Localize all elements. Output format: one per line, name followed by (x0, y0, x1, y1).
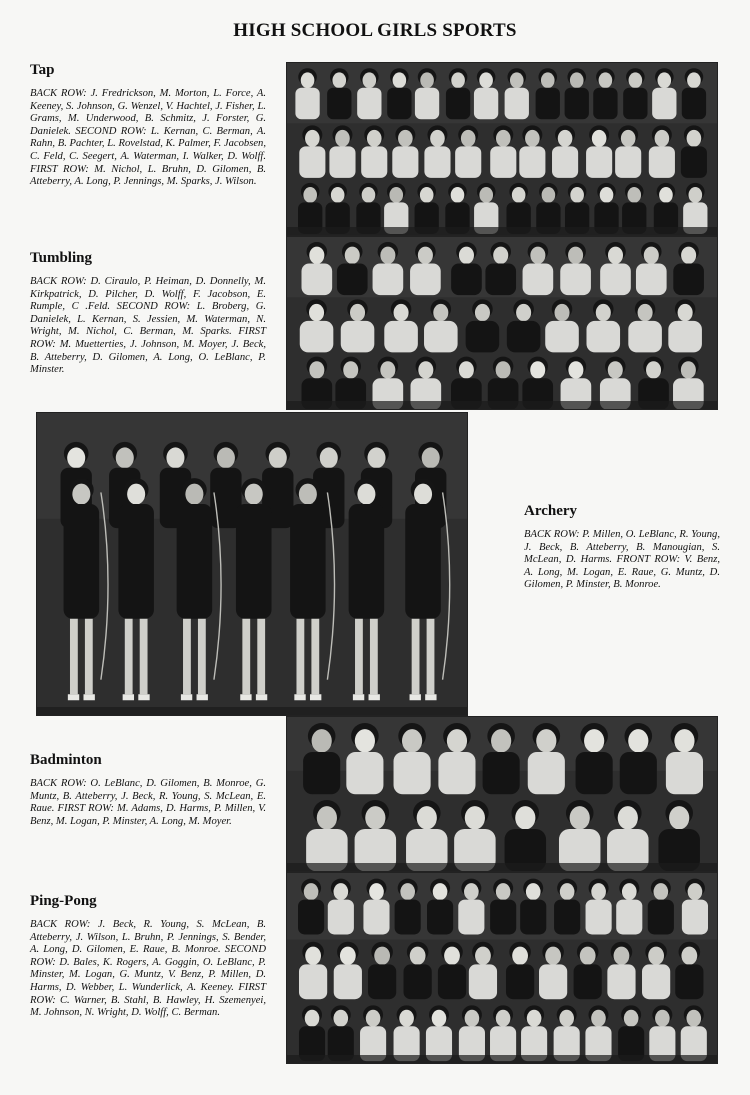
team-member-figure (299, 942, 327, 999)
team-member-figure (552, 125, 578, 177)
team-member-figure (586, 879, 612, 935)
team-member-figure (474, 68, 498, 119)
team-member-figure (415, 68, 439, 119)
team-member-figure (519, 125, 545, 177)
team-member-figure (298, 879, 324, 935)
team-member-figure (299, 1005, 325, 1061)
team-member-figure (361, 125, 387, 177)
team-member-figure (384, 183, 408, 234)
pingpong-section (30, 893, 266, 1020)
team-member-figure (620, 723, 657, 794)
badminton-caption: BACK ROW: O. LeBlanc, D. Gilomen, B. Monroe, G. Muntz, B. Atteberry, J. Beck, R. Young, S. McLean, E. Raue. FIRST ROW: M. Adams, D. Harms, P. Millen, V. Benz, M. Logan, P. Minster, A. Long, M. Moyer. (30, 778, 266, 827)
team-member-figure (505, 68, 529, 119)
team-member-figure (554, 879, 580, 935)
team-member-figure (536, 183, 560, 234)
team-member-figure (394, 723, 431, 794)
team-member-figure (387, 68, 411, 119)
team-member-figure (415, 183, 439, 234)
badminton-section (30, 752, 266, 828)
team-member-figure (474, 183, 498, 234)
tumbling-team-photo (286, 236, 718, 410)
team-member-figure (622, 183, 646, 234)
team-member-figure (616, 879, 642, 935)
pingpong-title: Ping-Pong (30, 893, 97, 909)
team-member-figure (459, 1005, 485, 1061)
team-member-figure (683, 183, 707, 234)
team-member-figure (445, 183, 469, 234)
team-member-figure (329, 125, 355, 177)
team-member-figure (574, 942, 602, 999)
team-member-figure (576, 723, 613, 794)
team-member-figure (623, 68, 647, 119)
team-member-figure (682, 879, 708, 935)
team-member-figure (394, 1005, 420, 1061)
team-member-figure (455, 125, 481, 177)
team-member-figure (483, 723, 520, 794)
team-member-figure (295, 68, 319, 119)
team-member-figure (424, 125, 450, 177)
team-member-figure (593, 68, 617, 119)
archery-caption: BACK ROW: P. Millen, O. LeBlanc, R. Young, J. Beck, B. Atteberry, B. Manougian, S. McLean, D. Harms. FRONT ROW: V. Benz, A. Long, M. Logan, E. Raue, G. Muntz, D. Gilomen, P. Minster, B. Monroe. (524, 529, 720, 591)
team-member-figure (426, 1005, 452, 1061)
team-member-figure (528, 723, 565, 794)
archery-section (524, 503, 720, 592)
tap-team-photo (286, 62, 718, 236)
team-member-figure (346, 723, 383, 794)
team-member-figure (328, 1005, 354, 1061)
team-member-figure (506, 183, 530, 234)
pingpong-caption: BACK ROW: J. Beck, R. Young, S. McLean, B. Atteberry, J. Wilson, L. Bruhn, P. Jennings, S. Bender, A. Long, D. Gilomen, E. Raue, B. Monroe. SECOND ROW: D. Bales, K. Rogers, A. Goggin, O. LeBlanc, P. Minster, M. Logan, G. Muntz, V. Benz, P. Millen, D. Harms, D. Webber, L. Wunderlick, A. Keeney. FIRST ROW: C. Warner, B. Stahl, B. Hawley, H. Szemenyei, M. Johnson, N. Wright, D. Wolff, C. Berman. (30, 919, 266, 1019)
team-member-figure (356, 183, 380, 234)
tumbling-caption: BACK ROW: D. Ciraulo, P. Heiman, D. Donnelly, M. Kirkpatrick, D. Pilcher, D. Wolff, F. Jacobson, E. Rumple, C .Feld. SECOND ROW: L. Broberg, G. Danielek, L. Kernan, S. Jessien, M. Waterman, N. Wright, M. Nichol, C. Berman, M. Sparks. FIRST ROW: M. Muetterties, J. Johnson, M. Moyer, J. Beck, B. Atteberry, D. Gilomen, A. Long, O. LeBlanc, P. Minster. (30, 276, 266, 376)
team-member-figure (357, 68, 381, 119)
team-member-figure (490, 125, 516, 177)
team-member-figure (681, 125, 707, 177)
team-member-figure (368, 942, 396, 999)
team-member-figure (360, 1005, 386, 1061)
team-member-figure (427, 879, 453, 935)
pingpong-team-photo (286, 872, 718, 1064)
team-member-figure (586, 125, 612, 177)
team-member-figure (652, 68, 676, 119)
team-member-figure (438, 723, 475, 794)
team-member-figure (303, 723, 340, 794)
team-member-figure (565, 68, 589, 119)
team-member-figure (618, 1005, 644, 1061)
team-member-figure (328, 879, 354, 935)
team-member-figure (334, 942, 362, 999)
team-member-figure (506, 942, 534, 999)
team-member-figure (298, 183, 322, 234)
team-member-figure (520, 879, 546, 935)
team-member-figure (490, 1005, 516, 1061)
team-member-figure (649, 1005, 675, 1061)
tap-section (30, 62, 266, 189)
team-member-figure (642, 942, 670, 999)
team-member-figure (327, 68, 351, 119)
archery-title: Archery (524, 503, 578, 519)
team-member-figure (675, 942, 703, 999)
team-member-figure (682, 68, 706, 119)
team-member-figure (615, 125, 641, 177)
team-member-figure (438, 942, 466, 999)
team-member-figure (458, 879, 484, 935)
tap-title: Tap (30, 62, 55, 78)
team-member-figure (490, 879, 516, 935)
team-member-figure (681, 1005, 707, 1061)
team-member-figure (469, 942, 497, 999)
page-title: HIGH SCHOOL GIRLS SPORTS (233, 20, 517, 41)
team-member-figure (539, 942, 567, 999)
team-member-figure (363, 879, 389, 935)
tumbling-title: Tumbling (30, 250, 92, 266)
team-member-figure (299, 125, 325, 177)
team-member-figure (565, 183, 589, 234)
team-member-figure (326, 183, 350, 234)
team-member-figure (585, 1005, 611, 1061)
team-member-figure (654, 183, 678, 234)
tap-caption: BACK ROW: J. Fredrickson, M. Morton, L. Force, A. Keeney, S. Johnson, G. Wenzel, V. Hachtel, J. Fisher, L. Grams, M. Underwood, B. Schmitz, J. Forster, G. Danielek. SECOND ROW: L. Kernan, C. Berman, A. Rahn, B. Pachter, L. Rovelstad, K. Palmer, F. Jacobsen, C. Feld, C. Seegert, A. Waterman, I. Walker, D. Wolff. FIRST ROW: M. Nichol, L. Bruhn, D. Gilomen, B. Atteberry, A. Long, P. Jennings, M. Sparks, J. Wilson. (30, 88, 266, 188)
badminton-team-photo (286, 716, 718, 872)
team-member-figure (554, 1005, 580, 1061)
team-member-figure (404, 942, 432, 999)
team-member-figure (395, 879, 421, 935)
team-member-figure (649, 125, 675, 177)
team-member-figure (666, 723, 703, 794)
tumbling-section (30, 250, 266, 377)
badminton-title: Badminton (30, 752, 102, 768)
team-member-figure (521, 1005, 547, 1061)
team-member-figure (446, 68, 470, 119)
team-member-figure (594, 183, 618, 234)
team-member-figure (536, 68, 560, 119)
archery-team-photo (36, 412, 468, 716)
team-member-figure (392, 125, 418, 177)
team-member-figure (607, 942, 635, 999)
team-member-figure (648, 879, 674, 935)
